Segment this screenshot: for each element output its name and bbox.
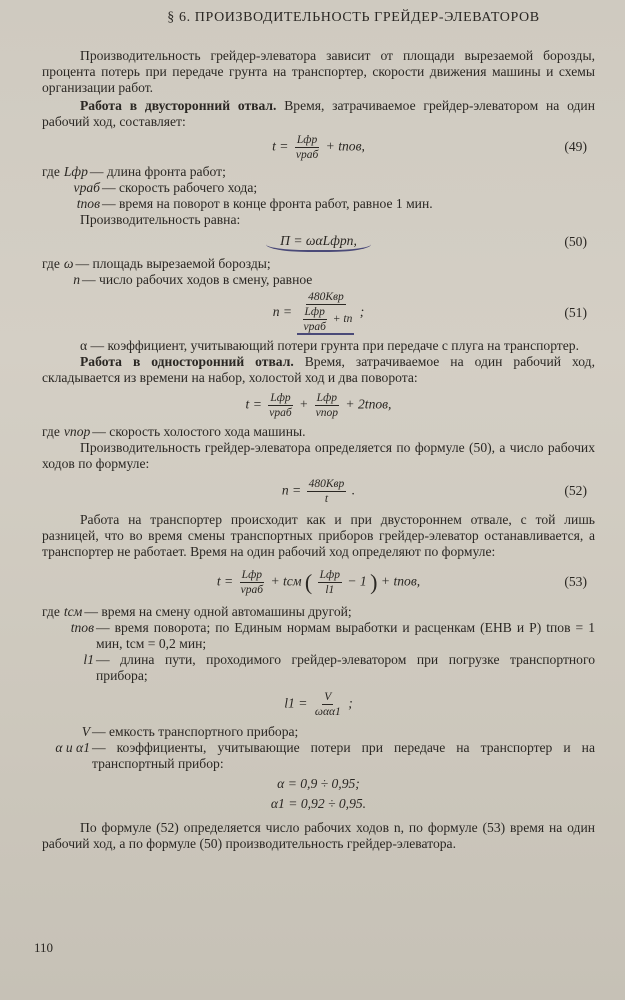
formula-53-rest: + tпов, [380,573,421,589]
formula-53-expr [217,569,420,596]
definition-text: — время поворота; по Единым нормам выработки и расценкам (ЕНВ и Р) tпов = 1 мин, tсм = 0,2 мин; [96,620,595,651]
formula-51-expr [273,291,365,335]
formula-49 [42,130,595,164]
formula-49-rest: + tпов, [325,138,365,154]
formula-50 [42,228,595,256]
where-label: где [42,424,60,439]
section-title: § 6. ПРОИЗВОДИТЕЛЬНОСТЬ ГРЕЙДЕР-ЭЛЕВАТОРОВ [167,10,540,25]
definition-row [42,604,595,620]
formula-53-mid: + tсм [270,573,302,589]
formula-t-b-numerator: Lфр [316,391,337,404]
productivity-definitions [42,256,595,288]
vpor-definition [42,424,595,440]
formula-52-tail: . [351,482,356,498]
definition-symbol: tпов [70,620,94,635]
two-side-heading: Работа в двусторонний отвал. [80,98,277,113]
left-paren: ( [304,569,313,594]
definition-text: — коэффициенты, учитывающие потери при передаче на транспортер и на транспортный прибор: [92,740,595,771]
formula-49-denominator: vраб [295,148,319,161]
definition-text: — число рабочих ходов в смену, равное [82,272,313,287]
formula-52-number: (52) [564,483,587,498]
formula-53-b-rest: − 1 [347,573,367,589]
definition-row [42,652,595,684]
formula-51-inner-numerator: Lфр [304,306,325,318]
formula-53-number: (53) [564,574,587,589]
formula-49-expr [272,134,365,161]
definition-text: — длина пути, проходимого грейдер-элеватором при погрузке транспортного прибора; [96,652,595,683]
formula-t-rest: + 2tпов, [345,396,392,412]
definition-symbol: vпор [63,424,91,439]
definition-symbol: n [73,272,80,287]
formula-l1-expr [284,691,352,718]
page-number: 110 [34,940,54,955]
formula-t-frac-b [314,392,340,419]
definition-row [42,620,595,652]
formula-l1 [42,684,595,724]
formula-l1-numerator: V [324,690,332,703]
definition-row [42,256,595,272]
formula-50-number: (50) [564,234,587,249]
one-side-heading: Работа в односторонний отвал. [80,354,294,369]
formula-53-frac-b [318,569,342,596]
formula-l1-lhs: l1 = [284,695,308,711]
formula-49-lhs: t = [272,138,289,154]
formula-53-a-numerator: Lфр [241,568,262,581]
definition-row [42,740,595,772]
intro-paragraph: Производительность грейдер-элеватора зависит от площади вырезаемой борозды, процента потерь при передаче грунта на транспортер, скорости движения машины и схемы организации работ. [42,48,595,95]
alpha-definition: α — коэффициент, учитывающий потери грунта при передаче с плуга на транспортер. [80,338,579,353]
alpha-value: α = 0,9 ÷ 0,95; [277,776,360,791]
formula-t-lhs: t = [245,396,262,412]
formula-t-a-numerator: Lфр [270,391,291,404]
formula-t-b-denominator: vпор [315,406,339,419]
formula-53-frac-a [239,569,265,596]
definition-row [42,164,595,180]
definition-row [42,724,595,740]
alpha-values [42,776,595,812]
formula-51-inner-frac [301,306,327,333]
two-side-text: Время, затрачиваемое грейдер-элеватором на один рабочий ход, составляет: [42,98,595,129]
one-side-text: Время, затрачиваемое на один рабочий ход, складывается из времени на набор, холостой ход и два поворота: [42,354,595,385]
formula-l1-tail: ; [348,695,353,711]
formula-51-denominator [297,305,354,335]
formula-51-inner-denominator: vраб [303,321,326,333]
formula-51-number: (51) [564,305,587,320]
definition-symbol: α и α1 [55,740,90,755]
right-paren: ) [370,569,378,594]
where-label: где [42,164,60,179]
definition-text: — площадь вырезаемой борозды; [75,256,271,271]
definition-text: — скорость рабочего хода; [102,180,258,195]
formula-52-expr [282,478,355,505]
formula-53 [42,560,595,604]
definition-text: — длина фронта работ; [89,164,226,179]
formula-t-expr: t = $\frac{\text{Lфр}}{\text{vраб}}$ + $\frac{\text{Lфр}}{\text{vпор}}$ + 2tпов, [245,391,392,419]
formula-53-lhs: t = [216,573,234,589]
productivity-text: Производительность равна: [80,212,241,227]
definition-symbol: vраб [73,180,100,195]
alpha1-value: α1 = 0,92 ÷ 0,95. [270,796,367,811]
formula-51-numerator: 480Kвр [308,291,344,303]
formula-t-a-denominator: vраб [269,406,292,419]
definition-text: — время на поворот в конце фронта работ, равное 1 мин. [102,196,433,211]
formula-49-frac [294,134,320,161]
definition-text: — скорость холостого хода машины. [92,424,306,439]
formula-52 [42,472,595,510]
formula-t-frac-a [267,392,293,419]
definition-symbol: Lфр [63,164,88,179]
definition-text: — емкость транспортного прибора; [92,724,299,739]
formula-53-b-denominator: l1 [325,583,335,596]
definition-symbol: tсм [63,604,83,619]
formula-51-frac [297,291,354,335]
definition-row [42,272,595,288]
two-side-paragraph [42,98,595,130]
where-label: где [42,604,60,619]
formula-t-one-side [42,386,595,424]
formula-50-expr: П = ωαLфрn, [266,233,371,252]
formula-51-inner-rest: + tп [332,313,353,326]
formula-49-number: (49) [564,139,587,154]
formula-52-numerator: 480Kвр [308,477,345,490]
formula-l1-denominator: ωαα1 [314,705,341,718]
formula-51-lhs: n = [272,304,293,320]
definition-symbol: l1 [83,652,94,667]
one-side-paragraph [42,354,595,386]
formula-l1-frac [313,691,343,718]
one-side-paragraph-2: Производительность грейдер-элеватора определяется по формуле (50), а число рабочих ходов по формуле: [42,440,595,471]
definition-symbol: tпов [76,196,100,211]
capacity-definitions [42,724,595,772]
formula-51-tail: ; [359,304,365,320]
definition-row [42,180,595,196]
formula-52-denominator: t [324,492,329,505]
transporter-paragraph: Работа на транспортер происходит как и при двустороннем отвале, с той лишь разницей, что во время смены транспортных приборов грейдер-элеватор останавливается, а транспортер не работает. Время на один рабочий ход определяют по формуле: [42,512,595,559]
where-label: где [42,256,60,271]
closing-paragraph: По формуле (52) определяется число рабочих ходов n, по формуле (53) время на один рабочий ход, а по формуле (50) производительность грейдер-элеватора. [42,820,595,851]
definition-row [42,196,595,212]
formula-52-lhs: n = [281,482,302,498]
definition-symbol: V [81,724,90,739]
formula-51 [42,288,595,338]
formula-52-frac [307,478,347,505]
two-side-definitions [42,164,595,228]
definition-text: — время на смену одной автомашины другой; [84,604,352,619]
transporter-definitions [42,604,595,684]
formula-53-b-numerator: Lфр [319,568,340,581]
definition-symbol: ω [63,256,74,271]
formula-53-a-denominator: vраб [240,583,264,596]
formula-49-numerator: Lфр [296,133,318,146]
